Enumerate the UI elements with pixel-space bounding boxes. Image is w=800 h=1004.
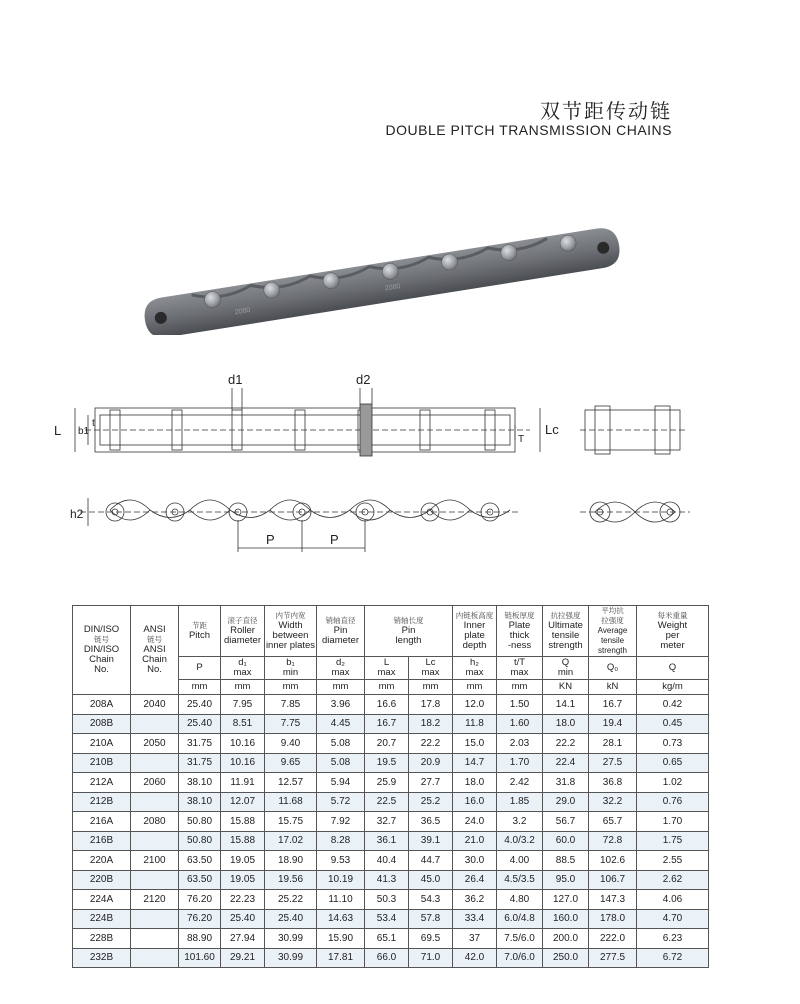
table-cell: 25.40 [179,714,221,734]
sym-roller: d₁ max [221,657,265,680]
table-cell: 20.9 [409,753,453,773]
table-cell: 27.5 [589,753,637,773]
table-cell: 17.02 [265,831,317,851]
table-cell: 19.5 [365,753,409,773]
hdr-pinlen: 销轴长度 Pin length [365,606,453,657]
table-cell [131,948,179,968]
table-cell: 208B [73,714,131,734]
table-cell: 1.50 [497,695,543,715]
table-cell: 7.5/6.0 [497,929,543,949]
table-cell [131,753,179,773]
table-cell: 216A [73,812,131,832]
photo-mark-2: 2080 [384,283,401,293]
table-cell: 72.8 [589,831,637,851]
table-row [73,753,709,773]
table-cell: 63.50 [179,870,221,890]
hdr-plate: 内链板高度 Inner plate depth [453,606,497,657]
table-cell: 65.7 [589,812,637,832]
sym-L: L max [365,657,409,680]
table-cell: 9.65 [265,753,317,773]
table-cell: 14.1 [543,695,589,715]
table-cell: 42.0 [453,948,497,968]
table-cell: 14.7 [453,753,497,773]
table-cell: 15.90 [317,929,365,949]
table-cell: 8.51 [221,714,265,734]
table-cell: 22.2 [543,734,589,754]
table-cell: 66.0 [365,948,409,968]
unit-weight: kg/m [637,680,709,695]
table-cell: 212B [73,792,131,812]
table-row [73,890,709,910]
table-cell: 1.85 [497,792,543,812]
table-cell: 2120 [131,890,179,910]
table-cell: 36.2 [453,890,497,910]
table-cell: 30.99 [265,929,317,949]
table-row [73,909,709,929]
table-cell: 29.21 [221,948,265,968]
table-cell: 32.7 [365,812,409,832]
table-cell: 6.0/4.8 [497,909,543,929]
label-d2: d2 [356,372,371,387]
table-cell: 25.22 [265,890,317,910]
table-cell: 4.45 [317,714,365,734]
table-cell [131,870,179,890]
table-cell: 39.1 [409,831,453,851]
table-cell: 19.05 [221,870,265,890]
table-cell: 127.0 [543,890,589,910]
table-cell: 2100 [131,851,179,871]
spec-table-body [73,695,709,968]
table-cell: 10.16 [221,753,265,773]
unit-avg: kN [589,680,637,695]
table-cell: 9.53 [317,851,365,871]
table-cell: 6.72 [637,948,709,968]
table-cell: 28.1 [589,734,637,754]
table-cell: 30.99 [265,948,317,968]
table-cell: 2.55 [637,851,709,871]
table-cell: 2050 [131,734,179,754]
table-cell [131,792,179,812]
table-cell: 71.0 [409,948,453,968]
table-cell: 232B [73,948,131,968]
table-cell: 4.80 [497,890,543,910]
table-cell: 11.10 [317,890,365,910]
unit-plate: mm [453,680,497,695]
table-cell: 17.8 [409,695,453,715]
table-cell: 38.10 [179,792,221,812]
hdr-thick: 链板厚度 Plate thick -ness [497,606,543,657]
table-cell: 25.40 [179,695,221,715]
table-row [73,929,709,949]
table-cell: 76.20 [179,890,221,910]
table-cell: 25.9 [365,773,409,793]
table-cell: 2040 [131,695,179,715]
table-cell: 208A [73,695,131,715]
table-cell: 1.70 [497,753,543,773]
table-cell: 36.1 [365,831,409,851]
table-cell: 18.90 [265,851,317,871]
table-row [73,812,709,832]
spec-table [72,605,709,968]
table-cell: 22.2 [409,734,453,754]
table-cell: 0.76 [637,792,709,812]
table-cell: 38.10 [179,773,221,793]
sym-width: b₁ min [265,657,317,680]
table-cell: 65.1 [365,929,409,949]
table-cell: 5.94 [317,773,365,793]
sym-plate: h₂ max [453,657,497,680]
table-cell: 37 [453,929,497,949]
label-b1: b1 [78,426,90,437]
title-english: DOUBLE PITCH TRANSMISSION CHAINS [385,122,672,138]
table-cell: 22.4 [543,753,589,773]
table-cell: 228B [73,929,131,949]
table-cell: 18.0 [453,773,497,793]
table-cell: 2.03 [497,734,543,754]
table-cell: 17.81 [317,948,365,968]
table-cell: 20.7 [365,734,409,754]
table-cell: 25.40 [265,909,317,929]
table-cell: 0.73 [637,734,709,754]
table-cell: 1.70 [637,812,709,832]
table-cell: 0.65 [637,753,709,773]
table-row [73,792,709,812]
unit-roller: mm [221,680,265,695]
table-cell: 50.80 [179,812,221,832]
table-cell: 7.95 [221,695,265,715]
table-cell: 54.3 [409,890,453,910]
table-cell: 11.91 [221,773,265,793]
hdr-pin: 销轴直径 Pin diameter [317,606,365,657]
table-cell: 29.0 [543,792,589,812]
table-cell: 9.40 [265,734,317,754]
table-cell: 224A [73,890,131,910]
table-cell: 36.8 [589,773,637,793]
table-cell: 220A [73,851,131,871]
table-cell: 2060 [131,773,179,793]
label-T: T [518,434,525,445]
table-row [73,831,709,851]
table-cell: 31.75 [179,734,221,754]
table-cell: 4.06 [637,890,709,910]
table-cell: 19.56 [265,870,317,890]
table-cell [131,929,179,949]
sym-ult: Q min [543,657,589,680]
table-cell: 220B [73,870,131,890]
label-P2: P [330,532,339,547]
table-row [73,870,709,890]
table-cell: 5.72 [317,792,365,812]
table-cell: 8.28 [317,831,365,851]
unit-pitch: mm [179,680,221,695]
hdr-avg: 平均抗 拉强度 Average tensile strength [589,606,637,657]
table-cell: 33.4 [453,909,497,929]
table-cell: 53.4 [365,909,409,929]
table-cell: 224B [73,909,131,929]
table-cell: 41.3 [365,870,409,890]
table-cell: 25.2 [409,792,453,812]
table-cell: 45.0 [409,870,453,890]
table-cell: 31.75 [179,753,221,773]
table-cell: 101.60 [179,948,221,968]
table-cell: 16.6 [365,695,409,715]
table-cell: 210B [73,753,131,773]
table-cell: 210A [73,734,131,754]
table-cell: 30.0 [453,851,497,871]
table-cell [131,909,179,929]
table-cell: 25.40 [221,909,265,929]
table-cell: 212A [73,773,131,793]
table-cell: 0.42 [637,695,709,715]
label-P1: P [266,532,275,547]
table-cell: 19.05 [221,851,265,871]
table-cell: 18.2 [409,714,453,734]
table-cell: 57.8 [409,909,453,929]
table-cell: 147.3 [589,890,637,910]
table-cell: 60.0 [543,831,589,851]
table-cell: 2080 [131,812,179,832]
unit-thick: mm [497,680,543,695]
unit-pin: mm [317,680,365,695]
table-cell: 88.5 [543,851,589,871]
table-cell: 277.5 [589,948,637,968]
table-cell: 3.2 [497,812,543,832]
table-cell: 16.7 [365,714,409,734]
unit-Lc: mm [409,680,453,695]
table-row [73,734,709,754]
hdr-ult: 抗拉强度 Ultimate tensile strength [543,606,589,657]
table-cell: 14.63 [317,909,365,929]
label-t: t [92,418,95,429]
hdr-ansi: ANSI 链号 ANSI Chain No. [131,606,179,695]
table-row [73,714,709,734]
label-Lc: Lc [545,422,559,437]
table-cell: 5.08 [317,753,365,773]
table-cell: 27.7 [409,773,453,793]
table-cell: 3.96 [317,695,365,715]
table-cell: 11.8 [453,714,497,734]
technical-drawing [40,370,760,565]
table-row [73,695,709,715]
table-cell: 44.7 [409,851,453,871]
table-cell: 4.5/3.5 [497,870,543,890]
table-cell: 6.23 [637,929,709,949]
table-cell: 95.0 [543,870,589,890]
table-cell [131,831,179,851]
table-cell: 21.0 [453,831,497,851]
table-cell: 10.19 [317,870,365,890]
table-cell: 56.7 [543,812,589,832]
hdr-roller: 滚子直径 Roller diameter [221,606,265,657]
table-cell: 0.45 [637,714,709,734]
table-cell: 7.92 [317,812,365,832]
table-cell: 31.8 [543,773,589,793]
table-cell: 15.88 [221,812,265,832]
table-cell: 216B [73,831,131,851]
table-cell: 1.75 [637,831,709,851]
label-L: L [54,423,62,438]
table-cell: 50.80 [179,831,221,851]
table-cell: 7.75 [265,714,317,734]
hdr-din: DIN/ISO 链号 DIN/ISO Chain No. [73,606,131,695]
table-cell [131,714,179,734]
sym-thick: t/T max [497,657,543,680]
table-cell: 16.7 [589,695,637,715]
sym-pitch: P [179,657,221,680]
table-cell: 69.5 [409,929,453,949]
table-cell: 160.0 [543,909,589,929]
sym-avg: Q₀ [589,657,637,680]
table-cell: 7.85 [265,695,317,715]
table-cell: 15.75 [265,812,317,832]
table-cell: 106.7 [589,870,637,890]
table-cell: 19.4 [589,714,637,734]
table-cell: 36.5 [409,812,453,832]
table-cell: 1.02 [637,773,709,793]
photo-mark-1: 2080 [234,306,251,317]
hdr-width: 内节内宽 Width between inner plates [265,606,317,657]
unit-width: mm [265,680,317,695]
table-cell: 88.90 [179,929,221,949]
table-row [73,948,709,968]
hdr-weight: 每米重量 Weight per meter [637,606,709,657]
table-cell: 12.57 [265,773,317,793]
table-cell: 12.07 [221,792,265,812]
table-cell: 26.4 [453,870,497,890]
sym-pin: d₂ max [317,657,365,680]
table-row [73,773,709,793]
sym-Lc: Lc max [409,657,453,680]
table-cell: 102.6 [589,851,637,871]
table-cell: 200.0 [543,929,589,949]
table-cell: 2.62 [637,870,709,890]
table-cell: 24.0 [453,812,497,832]
table-cell: 40.4 [365,851,409,871]
table-cell: 27.94 [221,929,265,949]
table-cell: 250.0 [543,948,589,968]
table-cell: 2.42 [497,773,543,793]
hdr-pitch: 节距 Pitch [179,606,221,657]
table-cell: 4.0/3.2 [497,831,543,851]
table-cell: 12.0 [453,695,497,715]
table-cell: 1.60 [497,714,543,734]
table-cell: 76.20 [179,909,221,929]
table-cell: 11.68 [265,792,317,812]
table-cell: 18.0 [543,714,589,734]
table-cell: 15.0 [453,734,497,754]
sym-weight: Q [637,657,709,680]
table-cell: 222.0 [589,929,637,949]
table-cell: 15.88 [221,831,265,851]
table-cell: 22.5 [365,792,409,812]
chain-photo [120,205,640,335]
title-chinese: 双节距传动链 [540,99,672,123]
table-cell: 5.08 [317,734,365,754]
unit-L: mm [365,680,409,695]
table-cell: 178.0 [589,909,637,929]
table-cell: 22.23 [221,890,265,910]
table-row [73,851,709,871]
table-cell: 50.3 [365,890,409,910]
table-cell: 7.0/6.0 [497,948,543,968]
unit-ult: KN [543,680,589,695]
table-cell: 4.00 [497,851,543,871]
label-h2: h2 [70,507,84,521]
table-cell: 4.70 [637,909,709,929]
table-cell: 16.0 [453,792,497,812]
table-cell: 10.16 [221,734,265,754]
table-cell: 63.50 [179,851,221,871]
label-d1: d1 [228,372,243,387]
table-cell: 32.2 [589,792,637,812]
